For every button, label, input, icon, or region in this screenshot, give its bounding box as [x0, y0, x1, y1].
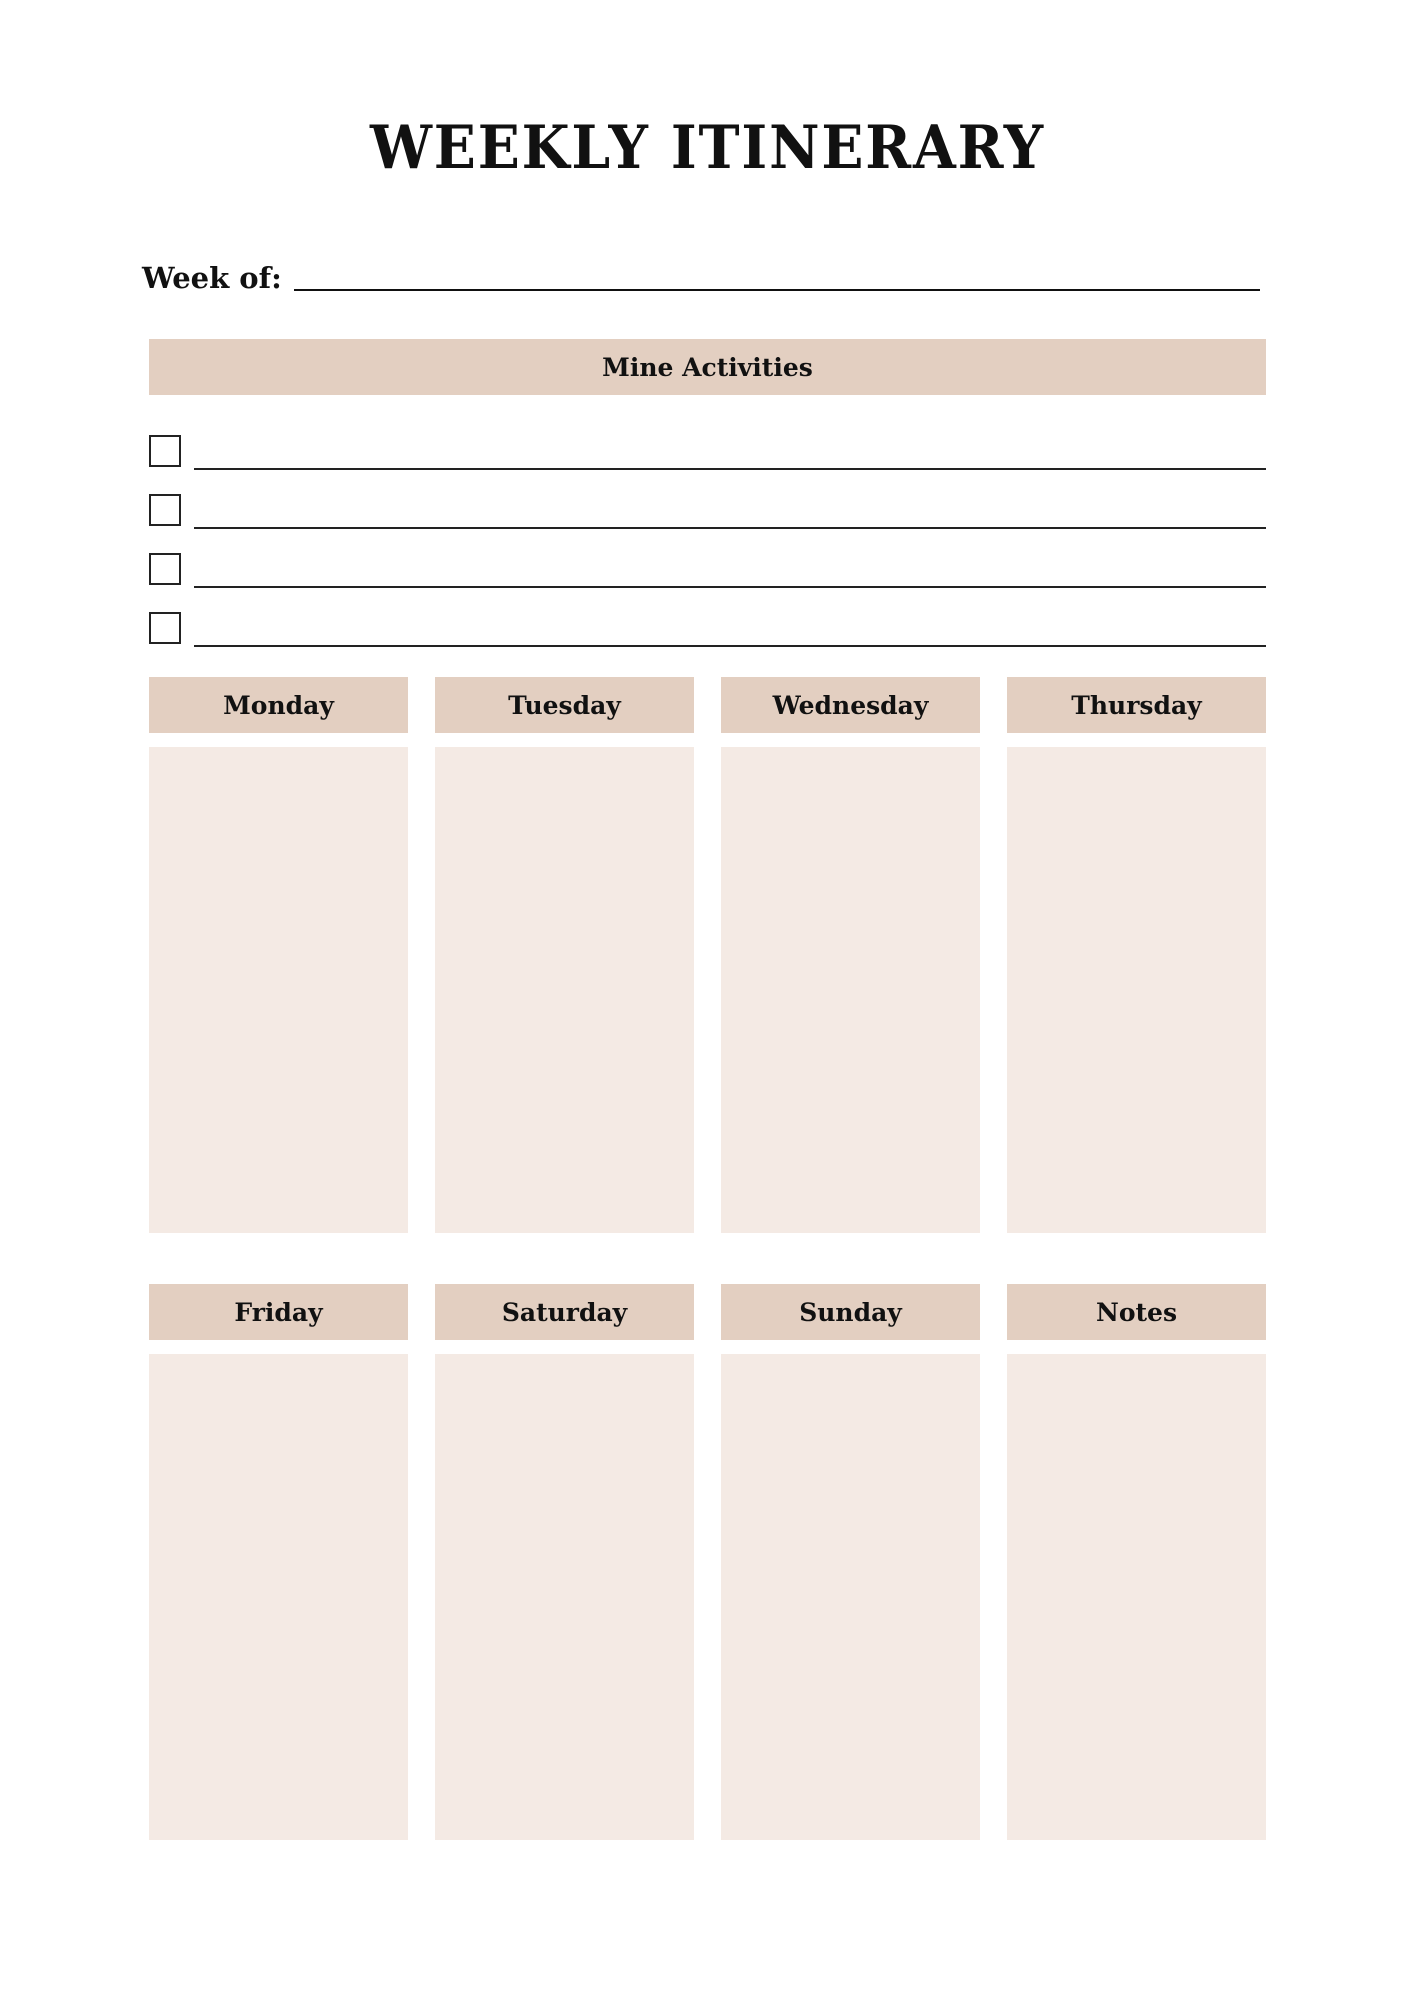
day-label: Monday: [223, 690, 334, 720]
day-label: Thursday: [1071, 690, 1202, 720]
day-notes-area[interactable]: [149, 1354, 408, 1840]
activities-header-label: Mine Activities: [602, 352, 813, 382]
activity-item: [149, 494, 1266, 530]
activity-input-line[interactable]: [194, 468, 1266, 470]
day-notes-area[interactable]: [149, 747, 408, 1233]
activity-item: [149, 435, 1266, 471]
notes-label: Notes: [1095, 1297, 1178, 1327]
day-label: Friday: [234, 1297, 323, 1327]
day-label: Wednesday: [772, 690, 929, 720]
activity-item: [149, 612, 1266, 648]
activities-header: [149, 339, 1266, 395]
notes-area[interactable]: [1007, 1354, 1266, 1840]
activity-input-line[interactable]: [194, 527, 1266, 529]
day-header: [721, 677, 980, 733]
day-notes-area[interactable]: [435, 747, 694, 1233]
day-header: [149, 1284, 408, 1340]
day-header: [435, 677, 694, 733]
day-header: [721, 1284, 980, 1340]
activity-input-line[interactable]: [194, 586, 1266, 588]
day-label: Saturday: [501, 1297, 628, 1327]
day-header: [435, 1284, 694, 1340]
day-notes-area[interactable]: [1007, 747, 1266, 1233]
day-notes-area[interactable]: [721, 1354, 980, 1840]
day-header: [1007, 677, 1266, 733]
activity-input-line[interactable]: [194, 645, 1266, 647]
checkbox[interactable]: [149, 553, 181, 585]
activity-item: [149, 553, 1266, 589]
page-title: WEEKLY ITINERARY: [369, 113, 1045, 183]
checkbox[interactable]: [149, 435, 181, 467]
day-label: Tuesday: [508, 690, 621, 720]
checkbox[interactable]: [149, 494, 181, 526]
day-notes-area[interactable]: [721, 747, 980, 1233]
day-header: [149, 677, 408, 733]
week-of-input-line[interactable]: [294, 289, 1260, 291]
week-of-label: Week of:: [142, 261, 282, 295]
notes-header: [1007, 1284, 1266, 1340]
day-notes-area[interactable]: [435, 1354, 694, 1840]
checkbox[interactable]: [149, 612, 181, 644]
day-label: Sunday: [799, 1297, 902, 1327]
